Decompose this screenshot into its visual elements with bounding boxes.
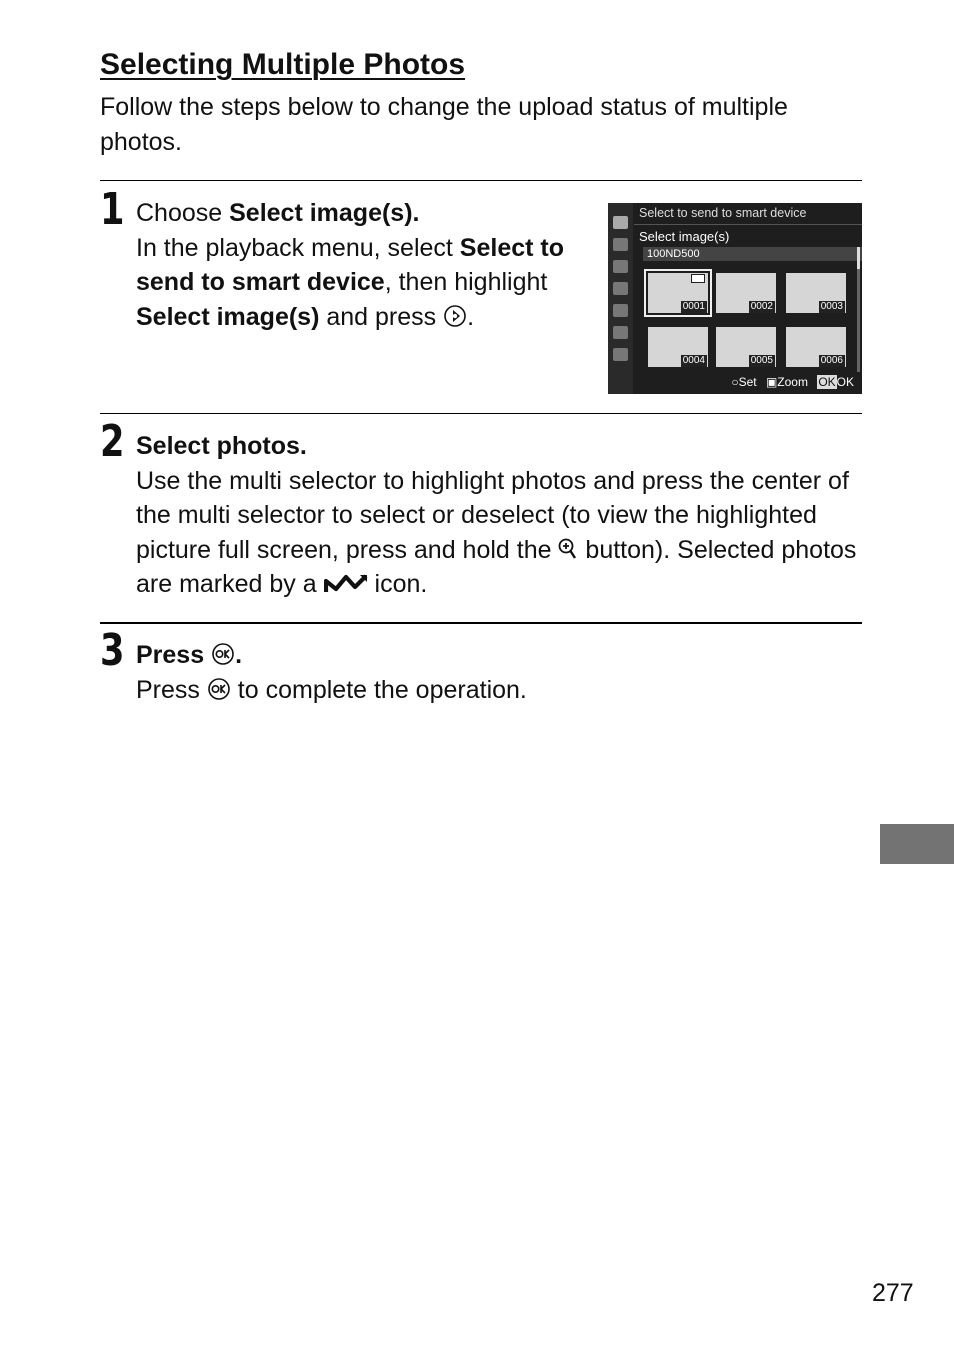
- page-title: Selecting Multiple Photos: [100, 48, 466, 81]
- divider: [100, 180, 862, 181]
- chapter-tab: [880, 824, 954, 864]
- page-number: 277: [872, 1279, 914, 1307]
- thumbnail[interactable]: 0005: [716, 327, 776, 367]
- step-3: Press . Press to complete the operation.: [136, 638, 861, 707]
- camera-screen: [608, 203, 862, 394]
- my-menu-tab-icon: [613, 348, 628, 361]
- send-to-smart-device-icon: [324, 573, 368, 595]
- movie-tab-icon: [613, 260, 628, 273]
- divider: [100, 413, 862, 414]
- retouch-tab-icon: [613, 326, 628, 339]
- thumbnail[interactable]: 0006: [786, 327, 846, 367]
- pencil-tab-icon: [613, 282, 628, 295]
- folder-row: 100ND500: [643, 247, 862, 261]
- step-2-heading: Select photos.: [136, 432, 307, 460]
- step-1-number: 1: [100, 184, 125, 235]
- thumbnail[interactable]: 0001: [648, 273, 708, 313]
- footer-zoom: ▣Zoom: [765, 375, 808, 389]
- footer-ok: OKOK: [818, 375, 854, 389]
- step-2: Select photos. Use the multi selector to highlight photos and press the center of the multi selector to select or deselect (to view the highlighted picture full screen, press and hold the button). Selected photos are marked by a icon.: [136, 429, 861, 602]
- send-flag-icon: [691, 274, 705, 283]
- screen-divider: [634, 224, 862, 225]
- footer-set: ○Set: [731, 375, 757, 389]
- step-1-heading: Choose Select image(s).: [136, 199, 420, 227]
- step-3-heading: Press .: [136, 641, 243, 669]
- camera-tab-icon: [613, 238, 628, 251]
- scrollbar: [857, 247, 860, 372]
- screen-subtitle: Select image(s): [639, 229, 730, 244]
- playback-tab-icon: [613, 216, 628, 229]
- screen-footer: [725, 375, 854, 389]
- thumbnail[interactable]: 0003: [786, 273, 846, 313]
- ok-button-icon: [211, 642, 235, 666]
- divider: [100, 622, 862, 624]
- wrench-tab-icon: [613, 304, 628, 317]
- thumbnail[interactable]: 0004: [648, 327, 708, 367]
- zoom-in-icon: [558, 537, 578, 561]
- step-2-number: 2: [100, 416, 125, 467]
- multi-selector-right-icon: [443, 304, 467, 328]
- screen-title: Select to send to smart device: [639, 206, 807, 220]
- menu-tab-bar: [608, 203, 633, 394]
- thumbnail[interactable]: 0002: [716, 273, 776, 313]
- step-3-number: 3: [100, 625, 125, 676]
- ok-button-icon: [207, 677, 231, 701]
- step-1: Choose Select image(s). In the playback menu, select Select to send to smart device, then highlight Select image(s) and press .: [136, 196, 596, 334]
- intro-text: Follow the steps below to change the upload status of multiple photos.: [100, 93, 788, 156]
